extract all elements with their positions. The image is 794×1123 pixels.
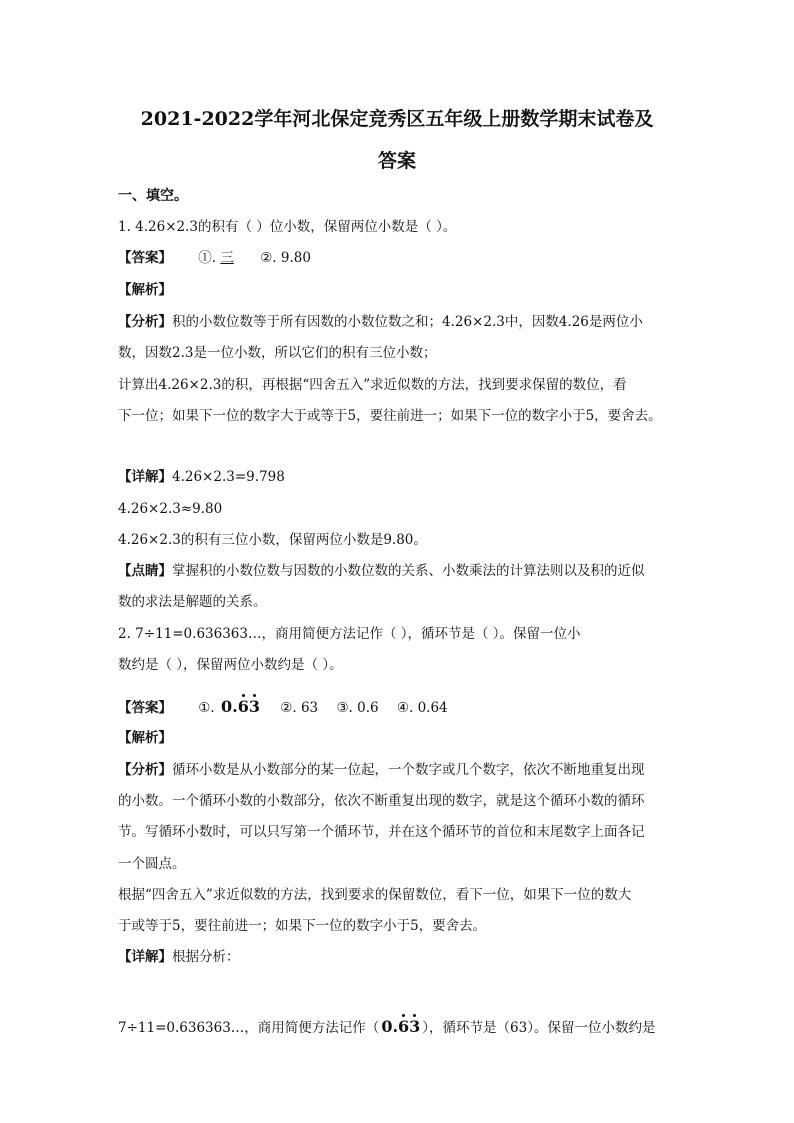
- q2-detail-text-2a: 7÷11=0.636363…，商用简便方法记作（: [118, 1020, 380, 1036]
- q2-analysis-line-3: 节。写循环小数时，可以只写第一个循环节，并在这个循环节的首位和末尾数字上面各记: [118, 824, 645, 840]
- repeating-decimal: [381, 1019, 420, 1035]
- q1-analysis-line-4: 下一位；如果下一位的数字大于或等于5，要往前进一；如果下一位的数字小于5，要舍去。: [118, 408, 662, 424]
- repeating-digit-dotted: 6: [237, 697, 249, 716]
- q1-detail-text-1: 4.26×2.3=9.798: [172, 469, 285, 485]
- document-title-line-2: 答案: [377, 150, 416, 172]
- q2-detail-text-2b: ），循环节是（63）。保留一位小数约是: [422, 1020, 656, 1036]
- q1-comment-line-2: 数的求法是解题的关系。: [118, 594, 267, 610]
- q1-answer-1: 三: [220, 250, 234, 266]
- q1-detail-line-3: 4.26×2.3的积有三位小数，保留两位小数是9.80。: [118, 532, 427, 548]
- repeating-decimal-int: 0.: [221, 697, 238, 716]
- repeating-digit-dotted: 3: [248, 697, 260, 716]
- q1-analysis-line-1: [118, 314, 643, 330]
- q2-analysis-text-1: 循环小数是从小数部分的某一位起，一个数字或几个数字，依次不断地重复出现: [172, 762, 645, 778]
- q2-answer: [118, 699, 448, 716]
- q2-analysis-line-6: 于或等于5，要往前进一；如果下一位的数字小于5，要舍去。: [118, 918, 487, 934]
- q2-detail-text-1: 根据分析：: [172, 949, 240, 965]
- q1-analysis-text-1: 积的小数位数等于所有因数的小数位数之和；4.26×2.3中，因数4.26是两位小: [172, 314, 643, 330]
- answer-tag: 【答案】: [118, 700, 172, 716]
- q1-jiexi-tag: 【解析】: [118, 282, 172, 298]
- q1-question: 1. 4.26×2.3的积有（ ）位小数，保留两位小数是（ ）。: [118, 219, 457, 235]
- document-title-line-1: 2021-2022学年河北保定竞秀区五年级上册数学期末试卷及: [140, 108, 654, 130]
- q1-comment-line-1: [118, 563, 645, 579]
- q2-analysis-line-4: 一个圆点。: [118, 856, 186, 872]
- analysis-tag: 【分析】: [118, 314, 172, 330]
- q2-analysis-line-1: [118, 762, 645, 778]
- q1-analysis-line-3: 计算出4.26×2.3的积，再根据“四舍五入”求近似数的方法，找到要求保留的数位，看: [118, 377, 627, 393]
- comment-tag: 【点睛】: [118, 563, 172, 579]
- q2-answer-4: ④. 0.64: [396, 700, 448, 716]
- repeating-decimal: [221, 699, 260, 715]
- repeating-decimal-int: 0.: [381, 1017, 399, 1036]
- repeating-digit-dotted: 3: [409, 1017, 421, 1036]
- q1-answer: [118, 250, 311, 266]
- repeating-digit-dotted: 6: [398, 1017, 410, 1036]
- q2-detail-line-2: [118, 1019, 655, 1036]
- q1-detail-line-2: 4.26×2.3≈9.80: [118, 501, 223, 517]
- q1-detail-line-1: [118, 469, 285, 485]
- q1-comment-text-1: 掌握积的小数位数与因数的小数位数的关系、小数乘法的计算法则以及积的近似: [172, 563, 645, 579]
- section-heading: 一、填空。: [118, 188, 188, 204]
- q2-analysis-line-2: 的小数。一个循环小数的小数部分，依次不断重复出现的数字，就是这个循环小数的循环: [118, 793, 645, 809]
- q2-jiexi-tag: 【解析】: [118, 730, 172, 746]
- q1-answer-1-marker: ①.: [198, 250, 217, 266]
- analysis-tag: 【分析】: [118, 762, 172, 778]
- detail-tag: 【详解】: [118, 469, 172, 485]
- answer-tag: 【答案】: [118, 250, 172, 266]
- q2-detail-line-1: [118, 949, 240, 965]
- q1-answer-2: ②. 9.80: [260, 250, 311, 266]
- q1-analysis-line-2: 数，因数2.3是一位小数，所以它们的积有三位小数；: [118, 345, 437, 361]
- q2-question-line-2: 数约是（ ），保留两位小数约是（ ）。: [118, 657, 343, 673]
- q2-answer-1-marker: ①.: [198, 700, 215, 716]
- q2-analysis-line-5: 根据“四舍五入”求近似数的方法，找到要求的保留数位，看下一位，如果下一位的数大: [118, 887, 632, 903]
- q2-question-line-1: 2. 7÷11=0.636363…，商用简便方法记作（ ），循环节是（ ）。保留一位小: [118, 626, 581, 642]
- q2-answer-3: ③. 0.6: [336, 700, 379, 716]
- q2-answer-2: ②. 63: [280, 700, 319, 716]
- detail-tag: 【详解】: [118, 949, 172, 965]
